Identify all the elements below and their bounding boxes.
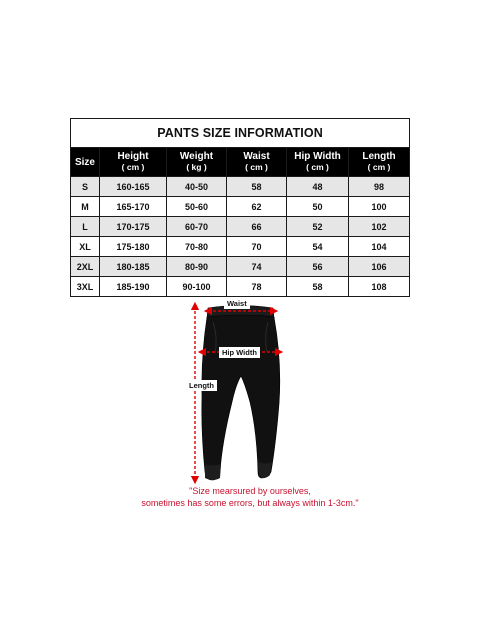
cell-hip-width: 50: [287, 197, 349, 217]
cell-height: 165-170: [100, 197, 167, 217]
cell-size: XL: [71, 237, 100, 257]
header-hip-width-label: Hip Width: [294, 151, 341, 162]
cell-size: 3XL: [71, 277, 100, 297]
measurement-note: [100, 485, 400, 509]
table-row: [71, 217, 410, 237]
cell-weight: 90-100: [167, 277, 227, 297]
cell-length: 100: [349, 197, 410, 217]
cell-hip-width: 48: [287, 177, 349, 197]
cell-waist: 58: [227, 177, 287, 197]
cell-length: 106: [349, 257, 410, 277]
cell-height: 180-185: [100, 257, 167, 277]
header-hip-width: [287, 148, 349, 177]
cell-hip-width: 54: [287, 237, 349, 257]
pants-cuff-left: [205, 464, 221, 480]
cell-waist: 62: [227, 197, 287, 217]
cell-weight: 50-60: [167, 197, 227, 217]
table-title: PANTS SIZE INFORMATION: [71, 119, 410, 148]
cell-weight: 60-70: [167, 217, 227, 237]
table-row: [71, 237, 410, 257]
pants-illustration: [180, 292, 320, 492]
note-line-2: sometimes has some errors, but always within 1-3cm.": [141, 498, 359, 508]
size-table: [70, 118, 410, 297]
header-weight-label: Weight: [179, 151, 214, 162]
cell-length: 104: [349, 237, 410, 257]
cell-size: M: [71, 197, 100, 217]
length-label: Length: [186, 380, 217, 391]
hip-width-label: Hip Width: [219, 347, 260, 358]
cell-hip-width: 58: [287, 277, 349, 297]
cell-weight: 40-50: [167, 177, 227, 197]
pants-measurement-figure: [180, 292, 320, 492]
table-header-row: [71, 148, 410, 177]
table-row: [71, 177, 410, 197]
waist-label: Waist: [224, 298, 250, 309]
header-length-label: Length: [362, 151, 396, 162]
header-weight-unit: ( kg ): [186, 162, 207, 172]
cell-size: S: [71, 177, 100, 197]
pants-cuff-right: [258, 462, 272, 478]
header-size-label: Size: [74, 156, 95, 168]
cell-length: 102: [349, 217, 410, 237]
header-length: [349, 148, 410, 177]
cell-height: 170-175: [100, 217, 167, 237]
header-waist-unit: ( cm ): [245, 162, 268, 172]
cell-waist: 78: [227, 277, 287, 297]
header-waist-label: Waist: [243, 151, 270, 162]
table-row: [71, 257, 410, 277]
cell-waist: 70: [227, 237, 287, 257]
table-row: [71, 197, 410, 217]
cell-length: 98: [349, 177, 410, 197]
cell-waist: 74: [227, 257, 287, 277]
header-hip-width-unit: ( cm ): [306, 162, 329, 172]
header-height-unit: ( cm ): [121, 162, 145, 172]
cell-waist: 66: [227, 217, 287, 237]
header-size: [71, 148, 100, 177]
cell-height: 175-180: [100, 237, 167, 257]
cell-size: L: [71, 217, 100, 237]
note-line-1: "Size mearsured by ourselves,: [189, 486, 311, 496]
cell-hip-width: 52: [287, 217, 349, 237]
cell-hip-width: 56: [287, 257, 349, 277]
header-height-label: Height: [117, 151, 149, 162]
cell-length: 108: [349, 277, 410, 297]
header-height: [100, 148, 167, 177]
header-waist: [227, 148, 287, 177]
cell-height: 185-190: [100, 277, 167, 297]
cell-height: 160-165: [100, 177, 167, 197]
pants-body: [202, 315, 280, 480]
header-length-unit: ( cm ): [367, 162, 391, 172]
cell-weight: 70-80: [167, 237, 227, 257]
header-weight: [167, 148, 227, 177]
cell-weight: 80-90: [167, 257, 227, 277]
cell-size: 2XL: [71, 257, 100, 277]
